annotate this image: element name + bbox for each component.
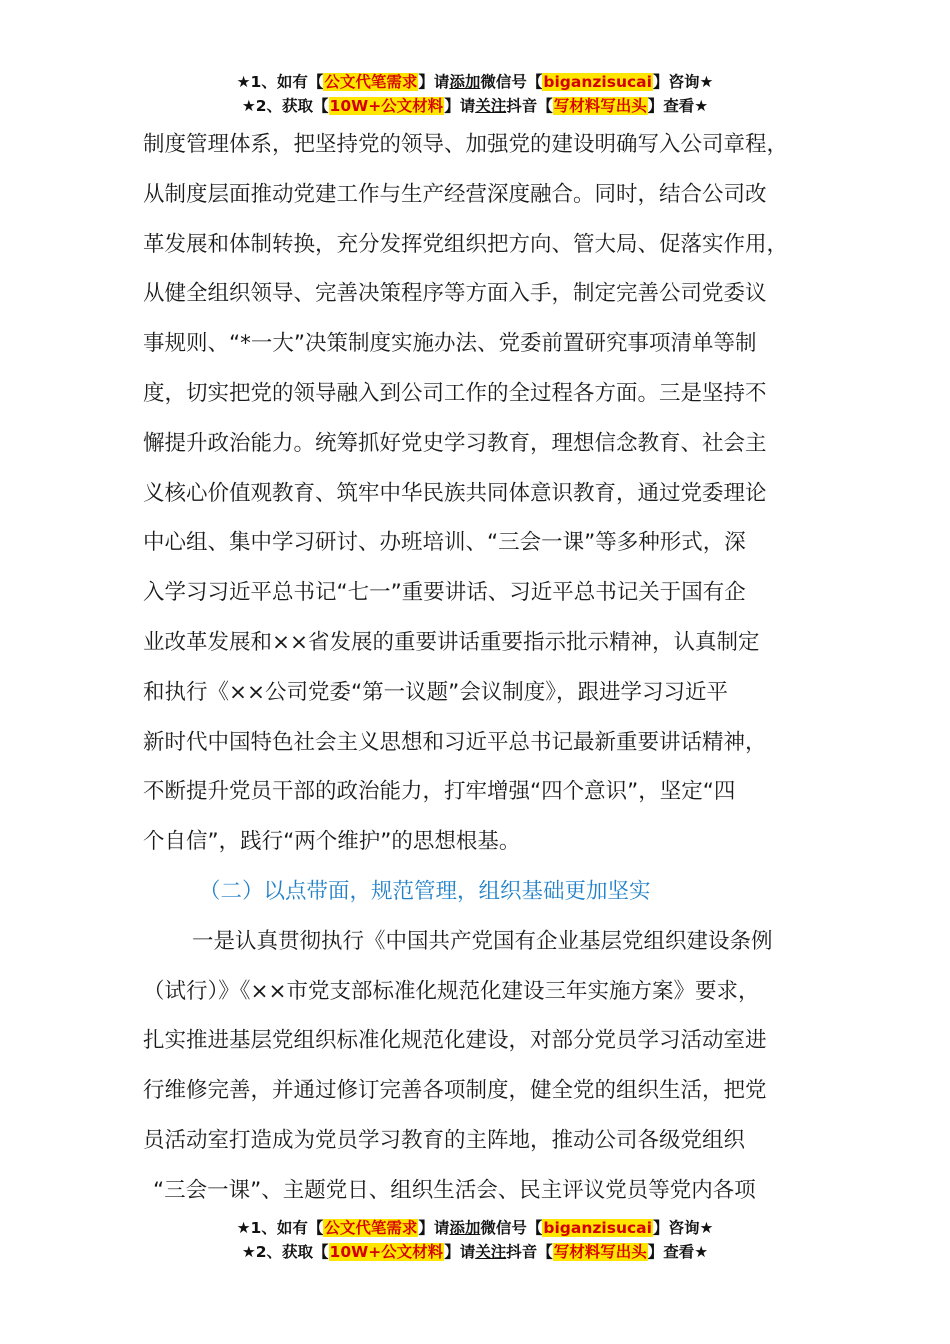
banner-text: ★2、获取【 xyxy=(241,1243,329,1261)
banner-highlight: 写材料写出头 xyxy=(553,1243,647,1261)
body-line: 一是认真贯彻执行《中国共产党国有企业基层党组织建设条例 xyxy=(192,928,773,954)
banner-text: ★2、获取【 xyxy=(241,97,329,115)
banner-highlight: 公文代笔需求 xyxy=(324,73,418,91)
banner-highlight: 写材料写出头 xyxy=(553,97,647,115)
banner-text: 微信号【 xyxy=(480,1219,543,1237)
body-line: 义核心价值观教育、筑牢中华民族共同体意识教育，通过党委理论 xyxy=(143,480,767,506)
body-line: 制度管理体系，把坚持党的领导、加强党的建设明确写入公司章程， xyxy=(143,132,789,157)
banner-underlined: 添加 xyxy=(449,1219,481,1237)
banner-text: 】查看★ xyxy=(647,97,709,115)
banner-text: 】请 xyxy=(418,73,450,91)
banner-text: 】请 xyxy=(444,97,476,115)
banner-highlight: biganzisucai xyxy=(543,73,652,91)
banner-text: 】咨询★ xyxy=(652,1219,714,1237)
body-line: 员活动室打造成为党员学习教育的主阵地，推动公司各级党组织 xyxy=(143,1127,746,1153)
body-line: 个自信”，践行“两个维护”的思想根基。 xyxy=(143,829,521,855)
body-line: 中心组、集中学习研讨、办班培训、“三会一课”等多种形式，深 xyxy=(143,530,746,556)
banner-highlight: 公文代笔需求 xyxy=(324,1219,418,1237)
banner-text: 抖音【 xyxy=(506,97,553,115)
body-line: 新时代中国特色社会主义思想和习近平总书记最新重要讲话精神， xyxy=(143,729,767,755)
banner-text: 】请 xyxy=(444,1243,476,1261)
banner-text: 】查看★ xyxy=(647,1243,709,1261)
section-heading: （二）以点带面，规范管理，组织基础更加坚实 xyxy=(199,878,651,904)
body-line: 业改革发展和××省发展的重要讲话重要指示批示精神，认真制定 xyxy=(143,629,760,655)
body-line: 行维修完善，并通过修订完善各项制度，健全党的组织生活，把党 xyxy=(143,1078,767,1104)
banner-text: ★1、如有【 xyxy=(236,1219,324,1237)
footer-banner xyxy=(0,1216,950,1264)
header-banner xyxy=(0,70,950,118)
banner-line-1 xyxy=(0,70,950,94)
document-body xyxy=(143,120,813,1216)
banner-underlined: 添加 xyxy=(449,73,481,91)
body-line: “三会一课”、主题党日、组织生活会、民主评议党员等党内各项 xyxy=(153,1177,756,1203)
banner-text: 】请 xyxy=(418,1219,450,1237)
body-line: 事规则、“*一大”决策制度实施办法、党委前置研究事项清单等制 xyxy=(143,331,757,357)
banner-underlined: 关注 xyxy=(475,97,507,115)
banner-underlined: 关注 xyxy=(475,1243,507,1261)
banner-text: ★1、如有【 xyxy=(236,73,324,91)
body-line: 度，切实把党的领导融入到公司工作的全过程各方面。三是坚持不 xyxy=(143,380,767,406)
body-line: （试行）》《××市党支部标准化规范化建设三年实施方案》要求， xyxy=(143,978,760,1004)
body-line: 和执行《××公司党委“第一议题”会议制度》，跟进学习习近平 xyxy=(143,679,729,705)
banner-line-2 xyxy=(0,94,950,118)
banner-text: 】咨询★ xyxy=(652,73,714,91)
body-line: 入学习习近平总书记“七一”重要讲话、习近平总书记关于国有企 xyxy=(143,580,746,606)
body-line: 从健全组织领导、完善决策程序等方面入手，制定完善公司党委议 xyxy=(143,281,767,307)
body-line: 革发展和体制转换，充分发挥党组织把方向、管大局、促落实作用， xyxy=(143,231,789,257)
banner-text: 抖音【 xyxy=(506,1243,553,1261)
banner-highlight: 10W+公文材料 xyxy=(329,97,444,115)
body-line: 懈提升政治能力。统筹抓好党史学习教育，理想信念教育、社会主 xyxy=(143,430,767,456)
body-line: 不断提升党员干部的政治能力，打牢增强“四个意识”，坚定“四 xyxy=(143,779,736,805)
banner-line-1 xyxy=(0,1216,950,1240)
body-line: 扎实推进基层党组织标准化规范化建设，对部分党员学习活动室进 xyxy=(143,1028,767,1054)
banner-text: 微信号【 xyxy=(480,73,543,91)
body-line: 从制度层面推动党建工作与生产经营深度融合。同时，结合公司改 xyxy=(143,181,767,207)
banner-highlight: 10W+公文材料 xyxy=(329,1243,444,1261)
banner-line-2 xyxy=(0,1240,950,1264)
banner-highlight: biganzisucai xyxy=(543,1219,652,1237)
